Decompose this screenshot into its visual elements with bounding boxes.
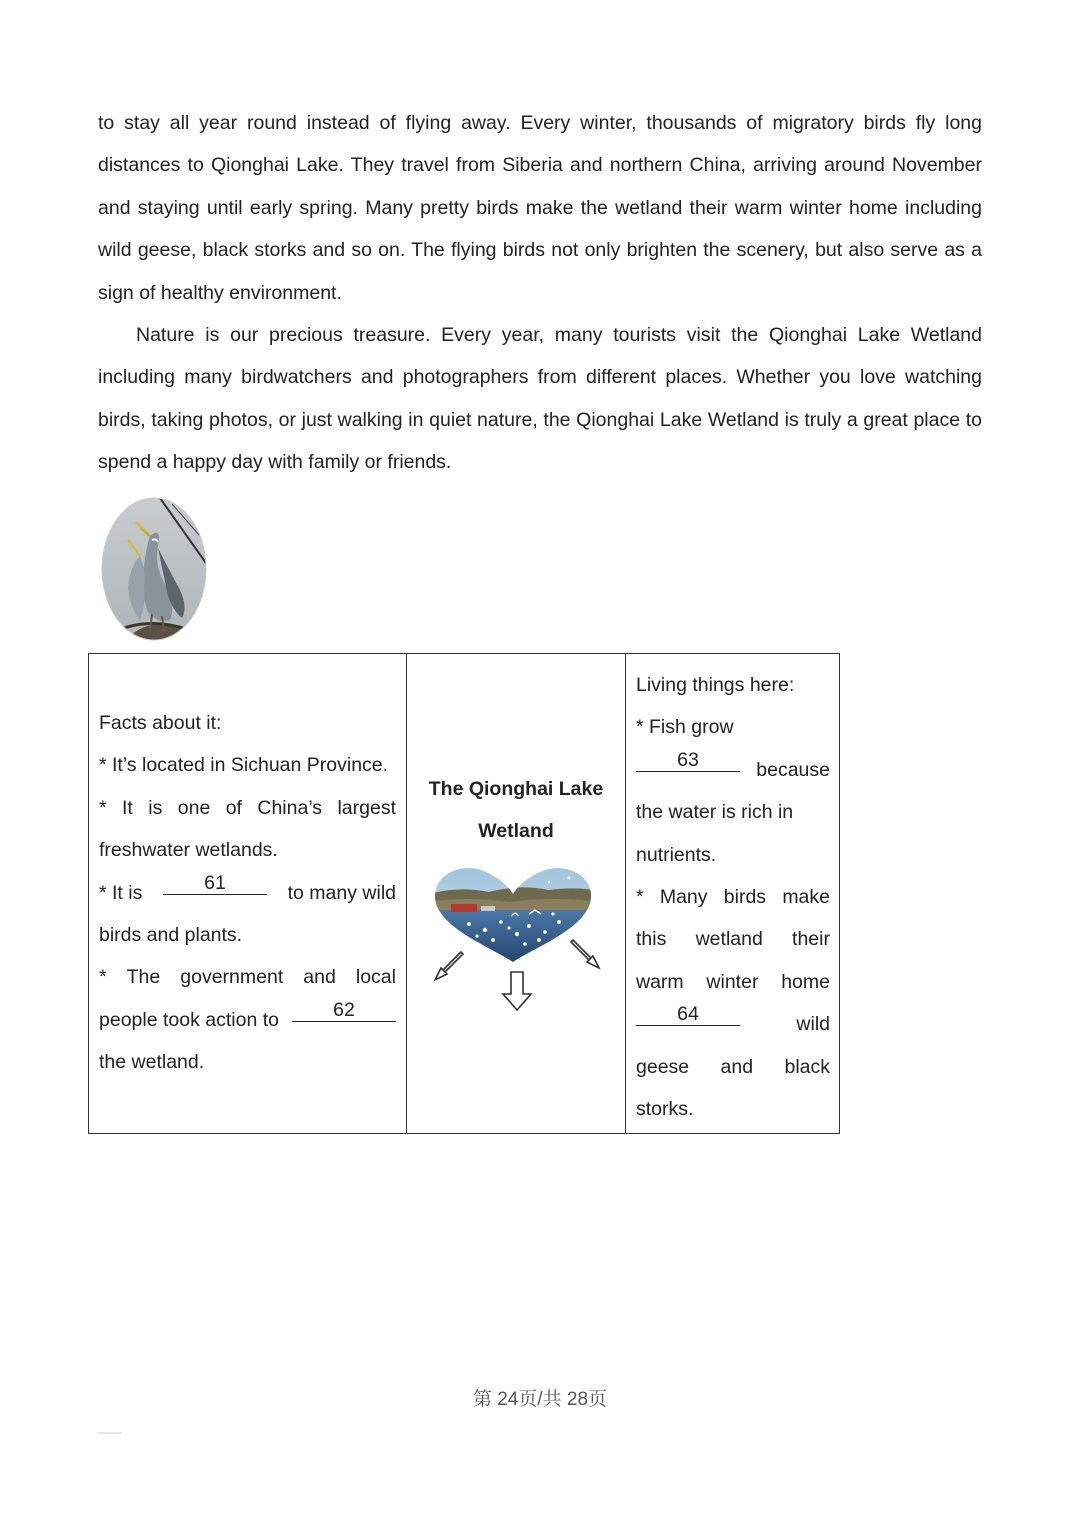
word: birds bbox=[723, 886, 767, 909]
birds-line-5 bbox=[636, 1046, 830, 1088]
word: wetland bbox=[695, 928, 763, 951]
word: home bbox=[781, 970, 830, 993]
word: this bbox=[636, 928, 667, 951]
fact-location: * It’s located in Sichuan Province. bbox=[99, 754, 389, 777]
fish-reason-end: nutrients. bbox=[636, 843, 717, 866]
word: * bbox=[99, 796, 107, 819]
word: and bbox=[303, 966, 336, 989]
fact-government-line bbox=[99, 956, 396, 998]
heron-photo bbox=[100, 496, 208, 642]
word: of bbox=[225, 796, 242, 819]
word: their bbox=[792, 928, 830, 951]
word: one bbox=[177, 796, 211, 819]
notes-table bbox=[88, 653, 840, 1134]
birds-line-1 bbox=[636, 876, 830, 918]
fact-action-line bbox=[99, 999, 396, 1041]
passage-paragraph-1: to stay all year round instead of flying away. Every winter, thousands of migratory birds fly long distances to Qionghai Lake. They travel from Siberia and northern China, arriving around November and staying until early spring. Many pretty birds make the wetland their warm winter home including wild geese, black storks and so on. The flying birds not only brighten the scenery, but also serve as a sign of healthy environment. bbox=[98, 112, 982, 304]
word: winter bbox=[706, 970, 759, 993]
word: largest bbox=[337, 796, 396, 819]
word: The bbox=[126, 966, 161, 989]
arrow-down-icon bbox=[497, 970, 537, 1012]
living-heading: Living things here: bbox=[636, 674, 795, 696]
fact-action-end: the wetland. bbox=[99, 1051, 205, 1074]
birds-line-6: storks. bbox=[636, 1098, 694, 1121]
scan-mark bbox=[98, 1432, 122, 1434]
blank-63[interactable]: 63 bbox=[636, 749, 740, 772]
wetland-title bbox=[407, 768, 625, 853]
birds-line-3 bbox=[636, 961, 830, 1003]
living-things-column bbox=[626, 654, 839, 1133]
word: black bbox=[784, 1055, 830, 1078]
word: * bbox=[99, 966, 107, 989]
passage-paragraph-2: Nature is our precious treasure. Every year, many tourists visit the Qionghai Lake Wetland including many birdwatchers and photographers from different places. Whether you love watching birds, taking photos, or just walking in quiet nature, the Qionghai Lake Wetland is truly a great place to spend a happy day with family or friends. bbox=[98, 324, 982, 474]
word: China’s bbox=[257, 796, 323, 819]
word: and bbox=[720, 1055, 754, 1078]
fact-largest-line bbox=[99, 787, 396, 829]
passage bbox=[98, 102, 982, 484]
facts-heading: Facts about it: bbox=[99, 712, 222, 734]
fact-home-line bbox=[99, 872, 396, 914]
fact-action-start: people took action to bbox=[99, 1008, 279, 1031]
word: Many bbox=[659, 886, 708, 909]
word: warm bbox=[636, 970, 684, 993]
word: make bbox=[782, 886, 830, 909]
birds-line-2 bbox=[636, 918, 830, 960]
word: local bbox=[355, 966, 396, 989]
fact-largest-end: freshwater wetlands. bbox=[99, 839, 278, 862]
fish-reason: the water is rich in bbox=[636, 801, 794, 824]
word: wild bbox=[796, 1013, 830, 1036]
word: It bbox=[122, 796, 133, 819]
fish-because: because bbox=[756, 758, 830, 781]
blank-61[interactable]: 61 bbox=[163, 872, 267, 895]
fact-home-end: to many wild bbox=[287, 881, 396, 904]
arrow-down-left-icon bbox=[431, 948, 467, 984]
blank-62[interactable]: 62 bbox=[292, 999, 396, 1022]
fact-home-end-line: birds and plants. bbox=[99, 924, 243, 947]
word: government bbox=[180, 966, 284, 989]
fact-home-start: * It is bbox=[99, 881, 143, 904]
blank-64[interactable]: 64 bbox=[636, 1003, 740, 1026]
fish-blank-line bbox=[636, 749, 830, 791]
word: * bbox=[636, 886, 644, 909]
fish-line: * Fish grow bbox=[636, 716, 734, 739]
birds-blank-line bbox=[636, 1003, 830, 1045]
title-column bbox=[407, 654, 626, 1133]
page-number: 第 24页/共 28页 bbox=[472, 1389, 608, 1410]
word: geese bbox=[636, 1055, 690, 1078]
title-line: Wetland bbox=[478, 820, 554, 843]
word: is bbox=[148, 796, 163, 819]
title-line: The Qionghai Lake bbox=[428, 778, 604, 800]
facts-column bbox=[89, 654, 407, 1133]
arrow-down-right-icon bbox=[567, 936, 603, 972]
